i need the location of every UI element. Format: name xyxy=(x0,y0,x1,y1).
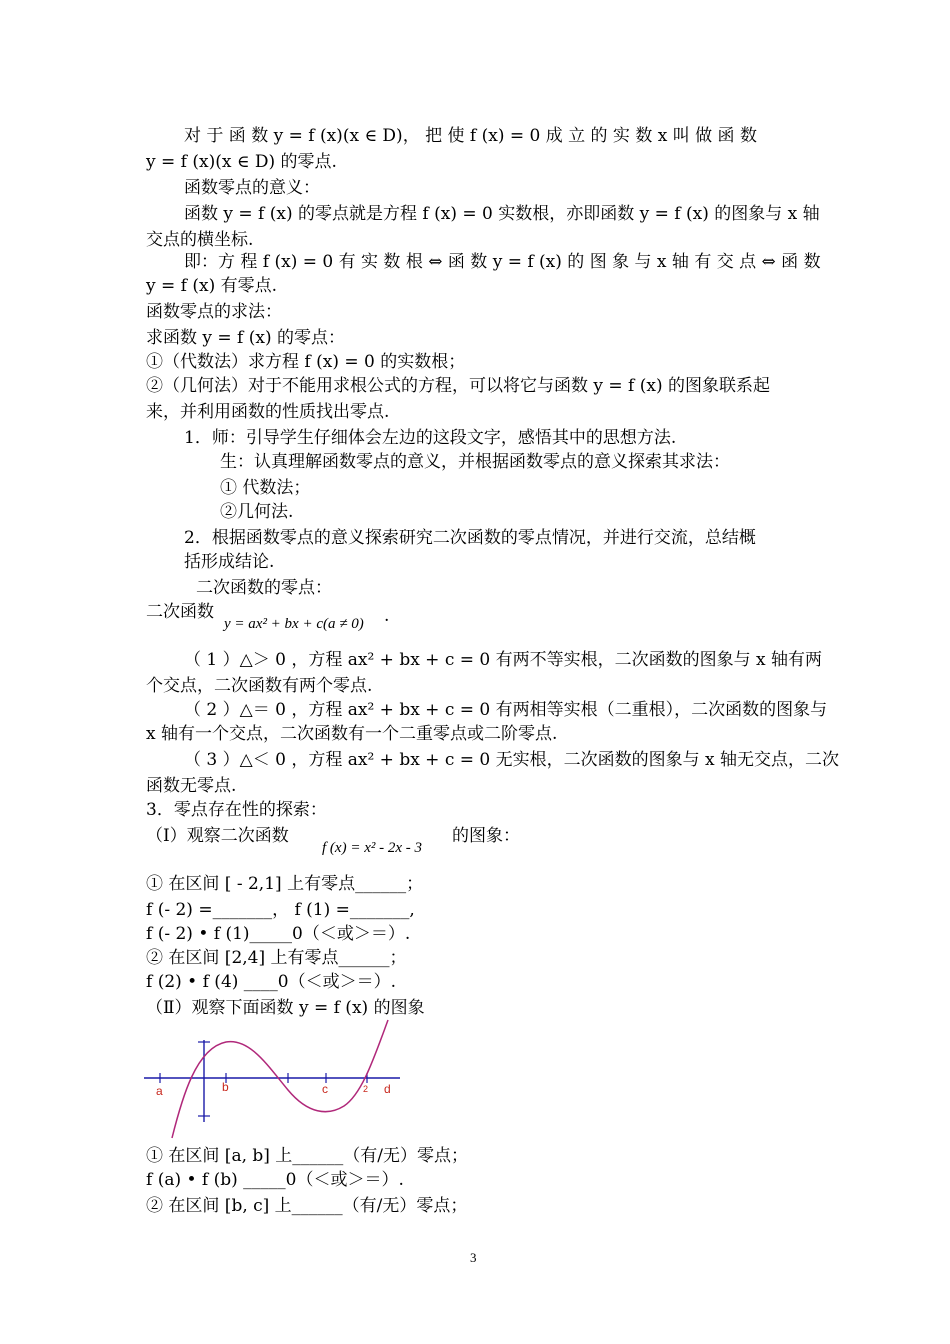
text-line: 交点的横坐标. xyxy=(146,230,254,250)
point-label-d: d xyxy=(384,1082,391,1096)
text-line: ①（代数法）求方程 f (x) = 0 的实数根； xyxy=(146,352,466,372)
text-line: 生：认真理解函数零点的意义，并根据函数零点的意义探索其求法： xyxy=(220,452,730,472)
question-line: ① 在区间 [ - 2,1] 上有零点______； xyxy=(146,874,424,894)
text-line: 个交点，二次函数有两个零点. xyxy=(146,676,373,696)
text-line: （ 1 ）△＞ 0 ，方程 ax² + bx + c = 0 有两不等实根，二次函数的图象与 x 轴有两 xyxy=(184,650,823,670)
point-label-a: a xyxy=(156,1084,163,1098)
text-line: （ 3 ）△＜ 0 ，方程 ax² + bx + c = 0 无实根，二次函数的图象与 x 轴无交点，二次 xyxy=(184,750,840,770)
point-label-2: 2 xyxy=(363,1084,369,1094)
text-line: （ 2 ）△＝ 0 ，方程 ax² + bx + c = 0 有两相等实根（二重根），二次函数的图象与 xyxy=(184,700,828,720)
text-line: 二次函数 xyxy=(146,602,214,622)
text-line: . xyxy=(384,606,390,626)
text-line: x 轴有一个交点，二次函数有一个二重零点或二阶零点. xyxy=(146,724,558,744)
section-heading: 3．零点存在性的探索： xyxy=(146,800,327,820)
point-label-b: b xyxy=(222,1080,229,1094)
text-line: 2．根据函数零点的意义探索研究二次函数的零点情况，并进行交流，总结概 xyxy=(184,528,756,548)
text-line: 对 于 函 数 y = f (x)(x ∈ D)， 把 使 f (x) = 0 成 立 的 实 数 x 叫 做 函 数 xyxy=(184,126,757,146)
section-heading: 函数零点的求法： xyxy=(146,302,282,322)
text-line: 求函数 y = f (x) 的零点： xyxy=(146,328,346,348)
text-line: 函数无零点. xyxy=(146,776,237,796)
question-line: f (- 2) =_______， f (1) =_______, xyxy=(146,900,415,920)
question-line: f (- 2) • f (1)_____0（＜或＞＝）. xyxy=(146,924,411,944)
text-line: 即：方 程 f (x) = 0 有 实 数 根 ⇔ 函 数 y = f (x) 的 图 象 与 x 轴 有 交 点 ⇔ 函 数 xyxy=(184,252,821,272)
text-line: 括形成结论. xyxy=(184,552,275,572)
text-line: 函数零点的意义： xyxy=(184,178,320,198)
question-line: ① 在区间 [a, b] 上______（有/无）零点； xyxy=(146,1146,469,1166)
question-line: ② 在区间 [2,4] 上有零点______； xyxy=(146,948,407,968)
question-line: ② 在区间 [b, c] 上______（有/无）零点； xyxy=(146,1196,468,1216)
section-heading: 二次函数的零点： xyxy=(196,578,332,598)
text-line: ②几何法. xyxy=(220,502,294,522)
formula: f (x) = x² - 2x - 3 xyxy=(322,840,422,856)
text-line: 的图象： xyxy=(452,826,520,846)
text-line: 函数 y = f (x) 的零点就是方程 f (x) = 0 实数根，亦即函数 y = f (x) 的图象与 x 轴 xyxy=(184,204,820,224)
text-line: （Ⅰ）观察二次函数 xyxy=(146,826,289,846)
point-label-c: c xyxy=(322,1082,328,1096)
question-line: f (2) • f (4) ____0（＜或＞＝）. xyxy=(146,972,397,992)
text-line: y = f (x)(x ∈ D) 的零点. xyxy=(146,152,337,172)
page-number: 3 xyxy=(470,1250,477,1265)
function-graph xyxy=(138,1018,408,1142)
text-line: 来，并利用函数的性质找出零点. xyxy=(146,402,390,422)
text-line: 1．师：引导学生仔细体会左边的这段文字，感悟其中的思想方法. xyxy=(184,428,677,448)
text-line: ②（几何法）对于不能用求根公式的方程，可以将它与函数 y = f (x) 的图象联系起 xyxy=(146,376,771,396)
formula: y = ax² + bx + c(a ≠ 0) xyxy=(224,616,364,632)
text-line: （Ⅱ）观察下面函数 y = f (x) 的图象 xyxy=(146,998,425,1018)
text-line: ① 代数法； xyxy=(220,478,311,498)
text-line: y = f (x) 有零点. xyxy=(146,276,278,296)
question-line: f (a) • f (b) _____0（＜或＞＝）. xyxy=(146,1170,404,1190)
